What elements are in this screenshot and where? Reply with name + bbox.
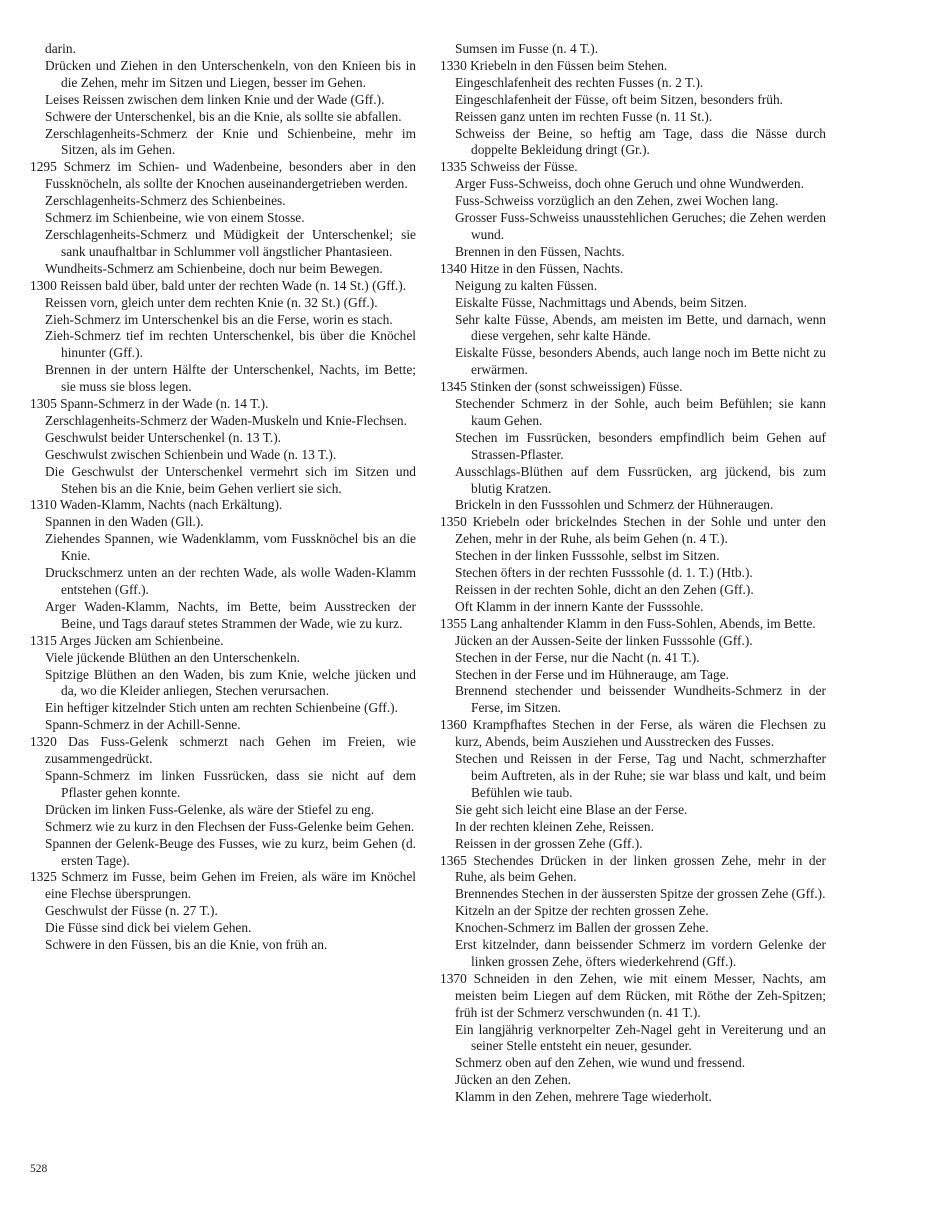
- entry-text: Schmerz oben auf den Zehen, wie wund und fressend.: [455, 1055, 746, 1071]
- symptom-entry: [440, 312, 826, 346]
- entry-text: Stechen in der linken Fusssohle, selbst im Sitzen.: [455, 548, 720, 564]
- symptom-entry: [30, 261, 416, 278]
- symptom-entry: [30, 667, 416, 701]
- entry-number: 1330: [440, 57, 467, 73]
- entry-text: Klamm in den Zehen, mehrere Tage wiederholt.: [455, 1089, 712, 1105]
- entry-text: Viele jückende Blüthen an den Unterschenkeln.: [45, 649, 301, 665]
- entry-text: Stechen und Reissen in der Ferse, Tag und Nacht, schmerzhafter beim Auftreten, als in der Ruhe; sie war blass und kalt, und beim Befühlen wie taub.: [455, 751, 826, 800]
- symptom-entry: [440, 464, 826, 498]
- symptom-entry-numbered: [30, 734, 416, 768]
- symptom-entry: [440, 836, 826, 853]
- symptom-entry: [440, 193, 826, 210]
- symptom-entry-numbered: [30, 497, 416, 514]
- entry-text: Ausschlags-Blüthen auf dem Fussrücken, arg jückend, bis zum blutig Kratzen.: [455, 463, 826, 496]
- entry-number: 1300: [30, 277, 57, 293]
- symptom-entry: [440, 497, 826, 514]
- entry-text: Stechen öfters in der rechten Fusssohle (d. 1. T.) (Htb.).: [455, 565, 753, 581]
- symptom-entry: [440, 819, 826, 836]
- symptom-entry: [440, 937, 826, 971]
- entry-text: Die Füsse sind dick bei vielem Gehen.: [45, 920, 252, 936]
- entry-text: Kitzeln an der Spitze der rechten grossen Zehe.: [455, 903, 709, 919]
- entry-text: Brickeln in den Fusssohlen und Schmerz der Hühneraugen.: [455, 497, 774, 513]
- entry-text: Eingeschlafenheit der Füsse, oft beim Sitzen, besonders früh.: [455, 91, 783, 107]
- symptom-entry: [440, 667, 826, 684]
- symptom-entry: [30, 514, 416, 531]
- symptom-entry: [30, 937, 416, 954]
- entry-text: Schneiden in den Zehen, wie mit einem Messer, Nachts, am meisten beim Liegen auf dem Rücken, mit Röthe der Zeh-Spitzen; früh ist der Schmerz verschwunden (n. 41 T.).: [455, 970, 826, 1020]
- entry-number: 1355: [440, 615, 467, 631]
- symptom-entry: [440, 751, 826, 802]
- entry-text: Schmerz im Schienbeine, wie von einem Stosse.: [45, 210, 305, 226]
- entry-text: Arges Jücken am Schienbeine.: [59, 632, 224, 648]
- entry-text: Arger Fuss-Schweiss, doch ohne Geruch und ohne Wundwerden.: [455, 176, 804, 192]
- entry-text: Kriebeln in den Füssen beim Stehen.: [470, 57, 668, 73]
- symptom-entry: [30, 650, 416, 667]
- symptom-entry: [30, 58, 416, 92]
- entry-text: Waden-Klamm, Nachts (nach Erkältung).: [59, 497, 283, 513]
- entry-text: Geschwulst beider Unterschenkel (n. 13 T.).: [45, 429, 282, 445]
- entry-text: Kriebeln oder brickelndes Stechen in der Sohle und unter den Zehen, mehr in der Ruhe, als beim Gehen (n. 4 T.).: [455, 514, 826, 547]
- symptom-entry: [440, 903, 826, 920]
- symptom-entry: [30, 464, 416, 498]
- symptom-entry: [440, 633, 826, 650]
- right-column: [440, 41, 826, 1106]
- symptom-entry: [30, 903, 416, 920]
- entry-text: Drücken und Ziehen in den Unterschenkeln, von den Knieen bis in die Zehen, mehr im Sitzen und Liegen, besser im Gehen.: [45, 57, 416, 90]
- symptom-entry: [30, 700, 416, 717]
- symptom-entry-numbered: [440, 379, 826, 396]
- symptom-entry: [440, 430, 826, 464]
- symptom-entry: [30, 565, 416, 599]
- symptom-entry: [30, 295, 416, 312]
- entry-text: Reissen in der grossen Zehe (Gff.).: [455, 835, 643, 851]
- symptom-entry: [30, 717, 416, 734]
- entry-text: Fuss-Schweiss vorzüglich an den Zehen, zwei Wochen lang.: [455, 193, 779, 209]
- entry-text: Schmerz wie zu kurz in den Flechsen der Fuss-Gelenke beim Gehen.: [45, 818, 415, 834]
- symptom-entry: [30, 41, 416, 58]
- symptom-entry: [440, 683, 826, 717]
- entry-number: 1295: [30, 159, 57, 175]
- entry-number: 1370: [440, 970, 467, 986]
- entry-number: 1365: [440, 852, 467, 868]
- entry-text: Spitzige Blüthen an den Waden, bis zum Knie, welche jücken und da, wo die Kleider anliegen, Stechen verursachen.: [45, 666, 416, 699]
- entry-text: Zieh-Schmerz im Unterschenkel bis an die Ferse, worin es stach.: [45, 311, 393, 327]
- symptom-entry-numbered: [440, 616, 826, 633]
- entry-text: Reissen in der rechten Sohle, dicht an den Zehen (Gff.).: [455, 582, 754, 597]
- entry-text: Eingeschlafenheit des rechten Fusses (n. 2 T.).: [455, 74, 704, 90]
- symptom-entry: [440, 802, 826, 819]
- symptom-entry: [440, 650, 826, 667]
- symptom-entry: [30, 126, 416, 160]
- entry-text: Sehr kalte Füsse, Abends, am meisten im Bette, und darnach, wenn diese vergehen, sehr kalte Hände.: [455, 311, 826, 344]
- page-number: 528: [30, 1163, 48, 1175]
- entry-text: Schmerz im Fusse, beim Gehen im Freien, als wäre im Knöchel eine Flechse übersprungen.: [45, 869, 416, 902]
- entry-text: Eiskalte Füsse, besonders Abends, auch lange noch im Bette nicht zu erwärmen.: [455, 345, 826, 378]
- entry-text: Ein heftiger kitzelnder Stich unten am rechten Schienbeine (Gff.).: [45, 700, 398, 716]
- symptom-entry-numbered: [440, 159, 826, 176]
- entry-text: Zieh-Schmerz tief im rechten Unterschenkel, bis über die Knöchel hinunter (Gff.).: [45, 328, 416, 361]
- symptom-entry: [30, 430, 416, 447]
- symptom-entry: [30, 227, 416, 261]
- symptom-entry: [440, 176, 826, 193]
- symptom-entry: [440, 295, 826, 312]
- symptom-entry: [30, 802, 416, 819]
- entry-text: Schweiss der Beine, so heftig am Tage, dass die Nässe durch doppelte Bekleidung dringt (Gr.).: [455, 125, 826, 158]
- entry-text: Grosser Fuss-Schweiss unausstehlichen Geruches; die Zehen werden wund.: [455, 210, 826, 242]
- symptom-entry: [30, 819, 416, 836]
- symptom-entry-numbered: [440, 717, 826, 751]
- entry-text: Jücken an der Aussen-Seite der linken Fusssohle (Gff.).: [455, 632, 753, 648]
- symptom-entry-numbered: [30, 396, 416, 413]
- symptom-entry: [30, 193, 416, 210]
- entry-text: Schmerz im Schien- und Wadenbeine, besonders aber in den Fussknöcheln, als sollte der Knochen auseinandergetrieben werden.: [45, 159, 416, 192]
- entry-text: Lang anhaltender Klamm in den Fuss-Sohlen, Abends, im Bette.: [470, 615, 816, 631]
- entry-number: 1310: [30, 497, 57, 513]
- entry-text: Druckschmerz unten an der rechten Wade, als wolle Waden-Klamm entstehen (Gff.).: [45, 565, 416, 597]
- entry-text: Geschwulst der Füsse (n. 27 T.).: [45, 903, 218, 919]
- symptom-entry: [30, 836, 416, 870]
- symptom-entry-numbered: [30, 278, 416, 295]
- entry-text: Leises Reissen zwischen dem linken Knie und der Wade (Gff.).: [45, 91, 385, 107]
- entry-number: 1305: [30, 396, 57, 412]
- symptom-entry: [30, 109, 416, 126]
- symptom-entry: [440, 92, 826, 109]
- symptom-entry: [30, 531, 416, 565]
- symptom-entry: [440, 109, 826, 126]
- symptom-entry: [30, 413, 416, 430]
- entry-text: Brennen in der untern Hälfte der Unterschenkel, Nachts, im Bette; sie muss sie bloss legen.: [45, 362, 416, 395]
- entry-number: 1350: [440, 514, 467, 530]
- symptom-entry-numbered: [440, 58, 826, 75]
- entry-text: Reissen vorn, gleich unter dem rechten Knie (n. 32 St.) (Gff.).: [45, 294, 378, 310]
- symptom-entry-numbered: [440, 261, 826, 278]
- symptom-entry: [440, 278, 826, 295]
- entry-number: 1340: [440, 260, 467, 276]
- symptom-entry: [440, 396, 826, 430]
- symptom-entry-numbered: [30, 159, 416, 193]
- entry-text: Spannen in den Waden (Gll.).: [45, 514, 204, 530]
- symptom-entry: [440, 886, 826, 903]
- entry-text: Stechen in der Ferse, nur die Nacht (n. 41 T.).: [455, 649, 700, 665]
- entry-text: Hitze in den Füssen, Nachts.: [470, 260, 624, 276]
- symptom-entry-numbered: [30, 633, 416, 650]
- entry-text: Schwere in den Füssen, bis an die Knie, von früh an.: [45, 937, 328, 953]
- entry-text: darin.: [45, 41, 76, 56]
- symptom-entry: [440, 920, 826, 937]
- entry-number: 1320: [30, 734, 57, 750]
- entry-text: Ziehendes Spannen, wie Wadenklamm, vom Fussknöchel bis an die Knie.: [45, 531, 416, 564]
- entry-text: Spann-Schmerz in der Achill-Senne.: [45, 717, 241, 733]
- symptom-entry: [30, 328, 416, 362]
- symptom-entry-numbered: [440, 971, 826, 1022]
- entry-number: 1360: [440, 717, 467, 733]
- entry-text: Spann-Schmerz in der Wade (n. 14 T.).: [60, 396, 269, 412]
- symptom-entry: [440, 41, 826, 58]
- symptom-entry: [30, 768, 416, 802]
- entry-text: Stechen im Fussrücken, besonders empfindlich beim Gehen auf Strassen-Pflaster.: [455, 429, 826, 462]
- symptom-entry: [440, 1055, 826, 1072]
- symptom-entry: [440, 244, 826, 261]
- entry-text: Brennend stechender und beissender Wundheits-Schmerz in der Ferse, im Sitzen.: [455, 683, 826, 716]
- entry-text: Ein langjährig verknorpelter Zeh-Nagel geht in Vereiterung und an seiner Stelle entsteht ein neuer, gesunder.: [455, 1021, 826, 1054]
- entry-text: Zerschlagenheits-Schmerz und Müdigkeit der Unterschenkel; sie sank unaufhaltbar in Schlummer voll ängstlicher Phantasieen.: [45, 226, 416, 259]
- symptom-entry: [440, 345, 826, 379]
- symptom-entry: [30, 362, 416, 396]
- entry-text: Schweiss der Füsse.: [470, 159, 578, 175]
- entry-text: Reissen bald über, bald unter der rechten Wade (n. 14 St.) (Gff.).: [60, 277, 407, 293]
- symptom-entry: [30, 312, 416, 329]
- symptom-entry: [440, 582, 826, 599]
- entry-number: 1335: [440, 159, 467, 175]
- symptom-entry: [30, 447, 416, 464]
- entry-text: Stinken der (sonst schweissigen) Füsse.: [470, 379, 683, 395]
- entry-text: In der rechten kleinen Zehe, Reissen.: [455, 818, 654, 834]
- entry-text: Knochen-Schmerz im Ballen der grossen Zehe.: [455, 920, 709, 936]
- symptom-entry-numbered: [30, 869, 416, 903]
- entry-text: Brennendes Stechen in der äussersten Spitze der grossen Zehe (Gff.).: [455, 886, 826, 902]
- entry-text: Stechen in der Ferse und im Hühnerauge, am Tage.: [455, 666, 729, 682]
- entry-text: Spann-Schmerz im linken Fussrücken, dass sie nicht auf dem Pflaster gehen konnte.: [45, 767, 416, 800]
- entry-text: Oft Klamm in der innern Kante der Fusssohle.: [455, 598, 704, 614]
- entry-text: Zerschlagenheits-Schmerz der Knie und Schienbeine, mehr im Sitzen, als im Gehen.: [45, 125, 416, 158]
- symptom-entry: [30, 599, 416, 633]
- entry-text: Die Geschwulst der Unterschenkel vermehrt sich im Sitzen und Stehen bis an die Knie, beim Gehen verliert sie sich.: [45, 463, 416, 496]
- entry-text: Stechender Schmerz in der Sohle, auch beim Befühlen; sie kann kaum Gehen.: [455, 396, 826, 428]
- symptom-entry: [30, 92, 416, 109]
- entry-text: Zerschlagenheits-Schmerz der Waden-Muskeln und Knie-Flechsen.: [45, 412, 407, 428]
- entry-text: Krampfhaftes Stechen in der Ferse, als wären die Flechsen zu kurz, Abends, beim Ausziehen und Ausstrecken des Fusses.: [455, 717, 826, 750]
- symptom-entry-numbered: [440, 853, 826, 887]
- entry-text: Das Fuss-Gelenk schmerzt nach Gehen im Freien, wie zusammengedrückt.: [45, 734, 416, 767]
- entry-text: Zerschlagenheits-Schmerz des Schienbeines.: [45, 193, 286, 209]
- symptom-entry: [30, 210, 416, 227]
- symptom-entry: [440, 1022, 826, 1056]
- entry-number: 1325: [30, 869, 57, 885]
- entry-text: Sie geht sich leicht eine Blase an der Ferse.: [455, 801, 688, 817]
- entry-text: Schwere der Unterschenkel, bis an die Knie, als sollte sie abfallen.: [45, 108, 402, 124]
- symptom-entry: [440, 126, 826, 160]
- entry-number: 1345: [440, 379, 467, 395]
- symptom-entry: [440, 1089, 826, 1106]
- entry-text: Arger Waden-Klamm, Nachts, im Bette, beim Ausstrecken der Beine, und Tags darauf stetes Strammen der Wade, wie zu kurz.: [45, 598, 416, 631]
- symptom-entry: [440, 75, 826, 92]
- entry-text: Eiskalte Füsse, Nachmittags und Abends, beim Sitzen.: [455, 294, 747, 310]
- symptom-entry: [440, 599, 826, 616]
- entry-number: 1315: [30, 632, 57, 648]
- entry-text: Jücken an den Zehen.: [455, 1072, 572, 1088]
- symptom-entry: [440, 565, 826, 582]
- entry-text: Geschwulst zwischen Schienbein und Wade (n. 13 T.).: [45, 446, 337, 462]
- entry-text: Drücken im linken Fuss-Gelenke, als wäre der Stiefel zu eng.: [45, 801, 375, 817]
- symptom-entry: [440, 210, 826, 244]
- symptom-entry: [440, 548, 826, 565]
- left-column: [30, 41, 416, 954]
- entry-text: Spannen der Gelenk-Beuge des Fusses, wie zu kurz, beim Gehen (d. ersten Tage).: [45, 835, 416, 868]
- entry-text: Sumsen im Fusse (n. 4 T.).: [455, 41, 599, 56]
- entry-text: Reissen ganz unten im rechten Fusse (n. 11 St.).: [455, 108, 713, 124]
- entry-text: Stechendes Drücken in der linken grossen Zehe, mehr in der Ruhe, als beim Gehen.: [455, 852, 826, 885]
- symptom-entry-numbered: [440, 514, 826, 548]
- symptom-entry: [440, 1072, 826, 1089]
- entry-text: Wundheits-Schmerz am Schienbeine, doch nur beim Bewegen.: [45, 260, 383, 276]
- entry-text: Erst kitzelnder, dann beissender Schmerz im vordern Gelenke der linken grossen Zehe, öfters wiederkehrend (Gff.).: [455, 937, 826, 969]
- entry-text: Neigung zu kalten Füssen.: [455, 277, 598, 293]
- entry-text: Brennen in den Füssen, Nachts.: [455, 243, 625, 259]
- symptom-entry: [30, 920, 416, 937]
